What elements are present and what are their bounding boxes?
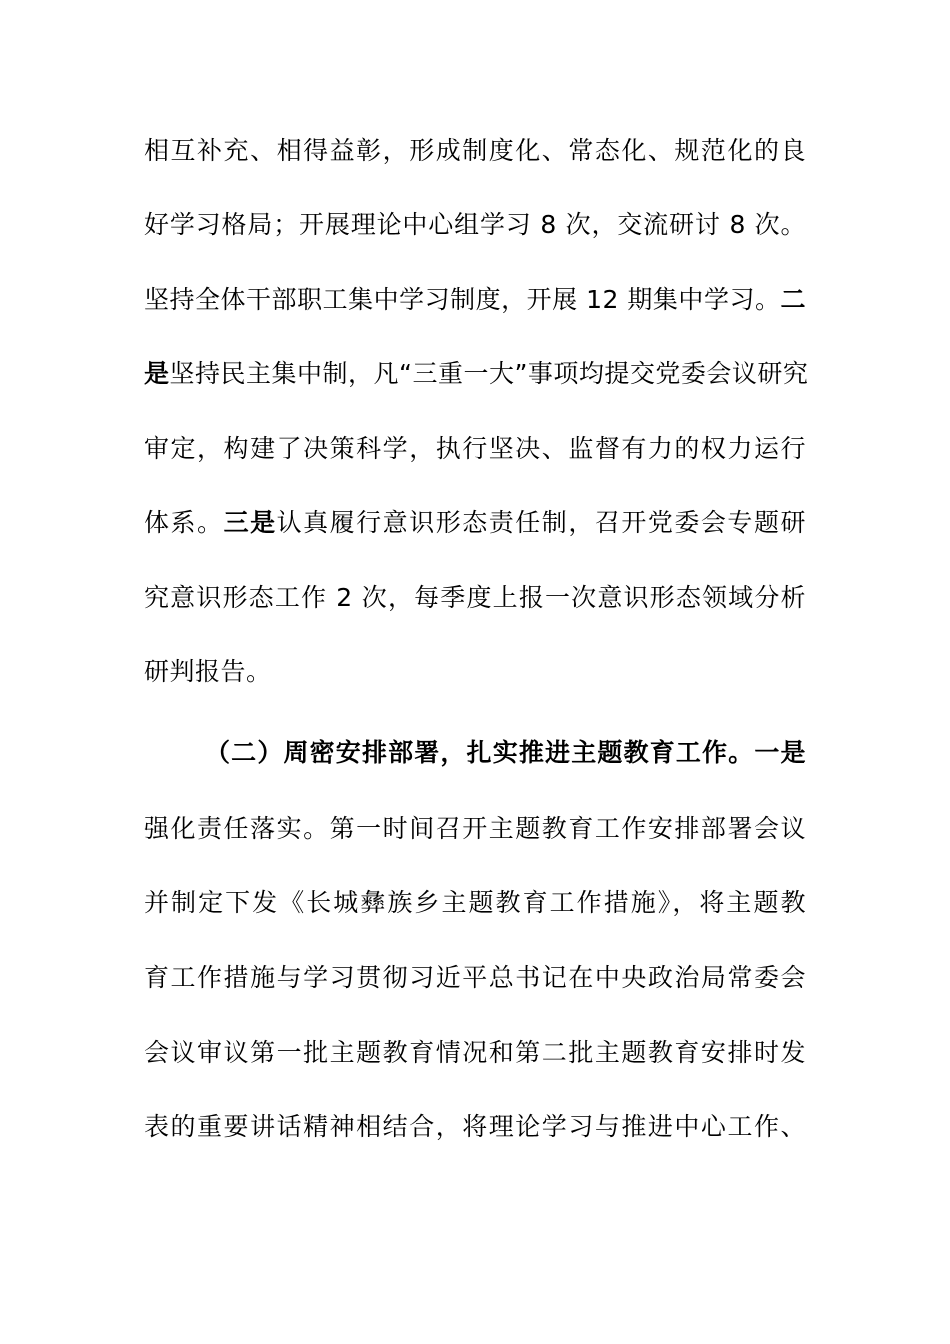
- bold-ordinal: 是: [144, 359, 170, 388]
- text-segment: 研判报告。: [144, 657, 272, 686]
- bold-ordinal: 三是: [223, 508, 277, 537]
- text-segment: 强化责任落实。第一时间召开主题教育工作安排部署会议: [144, 814, 806, 843]
- text-segment: 认真履行意识形态责任制，召开党委会专题研: [276, 508, 806, 537]
- text-segment: 坚持民主集中制，凡“三重一大”事项均提交党委会议研究: [169, 359, 809, 388]
- text-segment: 审定，构建了决策科学，执行坚决、监督有力的权力运行: [144, 434, 806, 463]
- section-heading-line: [205, 733, 806, 773]
- bold-ordinal: 二: [780, 285, 806, 314]
- text-line-4: [144, 354, 809, 394]
- text-line-2: [144, 205, 806, 245]
- text-line-14: [144, 1107, 806, 1147]
- text-line-7: [144, 578, 806, 618]
- text-segment: 体系。: [144, 508, 224, 537]
- text-line-6: [144, 503, 806, 543]
- text-line-3: [144, 280, 806, 320]
- text-segment: 会议审议第一批主题教育情况和第二批主题教育安排时发: [144, 1038, 806, 1067]
- text-line-11: [144, 883, 806, 923]
- section-heading: （二）周密安排部署，扎实推进主题教育工作。一是: [205, 738, 806, 767]
- text-segment: 表的重要讲话精神相结合，将理论学习与推进中心工作、: [144, 1112, 806, 1141]
- text-segment: 坚持全体干部职工集中学习制度，开展 12 期集中学习。: [144, 285, 781, 314]
- text-segment: 育工作措施与学习贯彻习近平总书记在中央政治局常委会: [144, 963, 806, 992]
- text-segment: 究意识形态工作 2 次，每季度上报一次意识形态领域分析: [144, 583, 806, 612]
- text-line-1: [144, 131, 806, 171]
- text-line-5: [144, 429, 806, 469]
- text-segment: 并制定下发《长城彝族乡主题教育工作措施》，将主题教: [144, 888, 806, 917]
- text-line-8: [144, 652, 806, 692]
- text-line-13: [144, 1033, 806, 1073]
- text-segment: 相互补充、相得益彰，形成制度化、常态化、规范化的良: [144, 136, 806, 165]
- text-segment: 好学习格局；开展理论中心组学习 8 次，交流研讨 8 次。: [144, 210, 806, 239]
- text-line-10: [144, 809, 806, 849]
- text-line-12: [144, 958, 806, 998]
